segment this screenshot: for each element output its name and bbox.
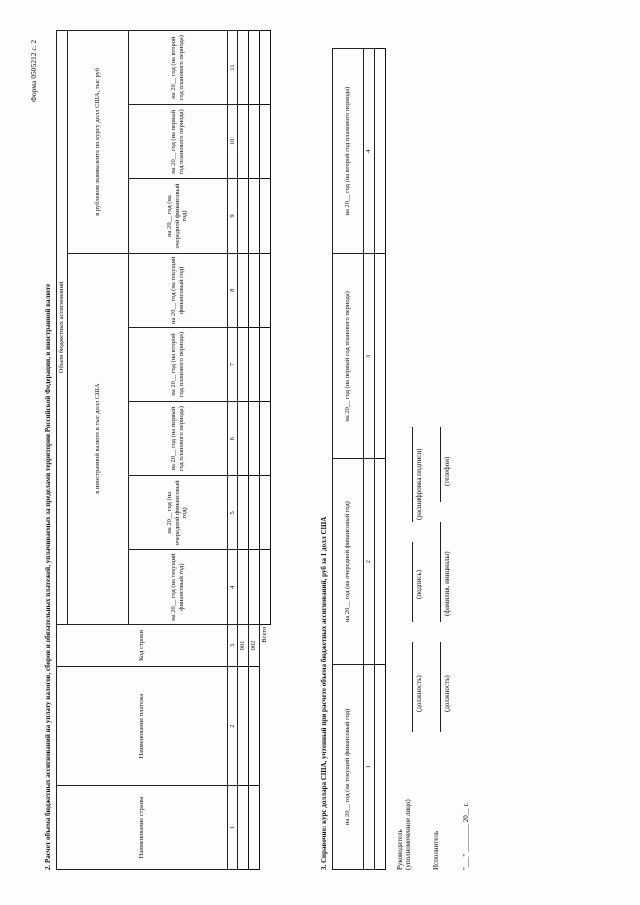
signature-caption: (подпись)	[415, 569, 423, 599]
rate-table	[332, 48, 386, 870]
column-numbers-row: 1 2 3 4 5 6 7 8 9 10 11	[227, 31, 238, 870]
col-payment-header: Наименование платежа	[57, 667, 228, 785]
rate-col-header: на 20__ год (на первый год планового периода)	[333, 254, 364, 459]
section2-title: 2. Расчет объема бюджетных ассигнований на уплату налогов, сборов и обязательных платежей, уплачиваемых за пределами территории Российской Федерации, в иностранной валюте	[44, 283, 52, 870]
total-row	[260, 31, 271, 870]
phone-caption: (телефон)	[443, 456, 451, 486]
executor-position-caption: (должность)	[443, 675, 451, 712]
rate-col-header: на 20__ год (на второй год планового периода)	[333, 49, 364, 254]
head-signature-line[interactable]	[412, 542, 413, 622]
head-decoding-line[interactable]	[412, 427, 413, 522]
head-label: Руководитель	[396, 829, 404, 870]
executor-label: Исполнитель	[432, 830, 440, 870]
col-code-header: Код строки	[57, 624, 228, 667]
total-label: Всего	[261, 626, 269, 643]
period-header: на 20__ год (на очередной финансовый год)	[128, 476, 227, 550]
name-caption: (фамилия, инициалы)	[443, 551, 451, 616]
position-caption: (должность)	[415, 675, 423, 712]
ruble-equivalent-header: в рублевом эквиваленте по курсу долл США, тыс руб	[67, 31, 128, 254]
period-header: на 20__ год (на текущий финансовый год)	[128, 550, 227, 624]
head-position-line[interactable]	[412, 642, 413, 732]
executor-phone-line[interactable]	[440, 427, 441, 502]
rate-col-header: на 20__ год (на очередной финансовый год)	[333, 459, 364, 664]
date-line: "___" ________ 20__ г.	[462, 802, 470, 870]
executor-name-line[interactable]	[440, 522, 441, 622]
foreign-currency-header: в иностранной валюте в тыс долл США	[67, 253, 128, 624]
period-header: на 20__ год (на второй год планового периода)	[128, 327, 227, 401]
head-sublabel: (уполномоченное лицо)	[404, 799, 412, 870]
table-row: 001	[238, 31, 249, 870]
section3-title: 3. Справочно: курс доллара США, учтенный при расчете объема бюджетных ассигнований, руб за 1 долл США	[320, 516, 328, 870]
period-header: на 20__ год (на первый год планового периода)	[128, 402, 227, 476]
rate-value-row	[374, 49, 385, 870]
period-header: на 20__ год (на второй год планового периода)	[128, 31, 227, 105]
executor-position-line[interactable]	[440, 642, 441, 732]
period-header: на 20__ год (на очередной финансовый год)	[128, 179, 227, 253]
period-header: на 20__ год (на текущий финансовый год)	[128, 253, 227, 327]
column-numbers-row: 1 2 3 4	[364, 49, 375, 870]
table-row: 002	[249, 31, 260, 870]
volume-header: Объем бюджетных ассигнований	[57, 31, 68, 625]
rotated-form	[20, 22, 620, 882]
period-header: на 20__ год (на первый год планового периода)	[128, 105, 227, 179]
col-country-header: Наименование страны	[57, 785, 228, 869]
decoding-caption: (расшифровка подписи)	[415, 448, 423, 520]
form-code: Форма 0505212 с. 2	[29, 39, 38, 102]
budget-table	[56, 30, 271, 870]
rate-col-header: на 20__ год (на текущий финансовый год)	[333, 664, 364, 869]
